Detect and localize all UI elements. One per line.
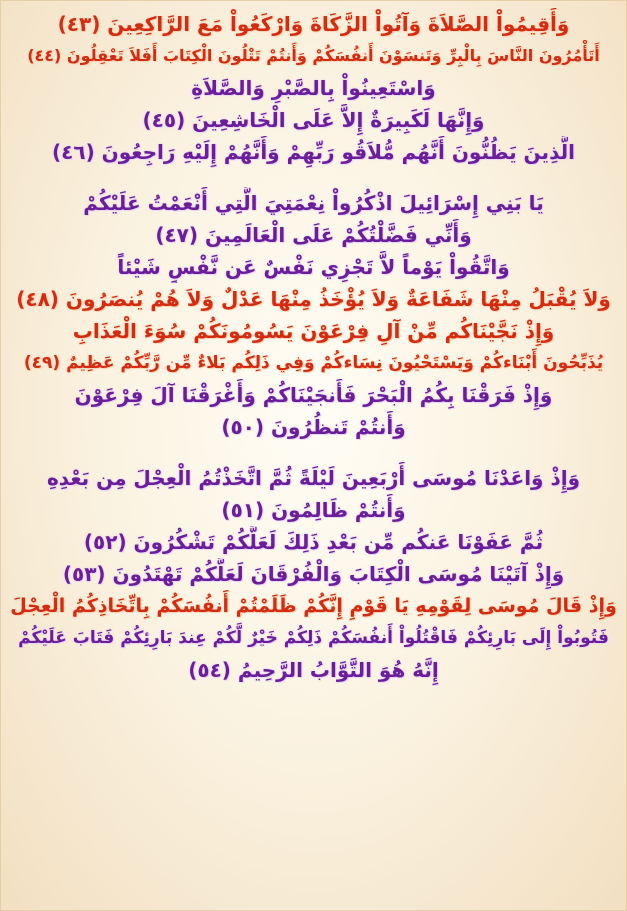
verse-45-line-2: وَإِنَّهَا لَكَبِيرَةٌ إِلاَّ عَلَى الْخَاشِعِينَ (٤٥) — [142, 108, 485, 132]
verse-47-line-1: يَا بَنِي إِسْرَائِيلَ اذْكُرُواْ نِعْمَتِيَ الَّتِي أَنْعَمْتُ عَلَيْكُمْ — [83, 191, 544, 215]
verse-44-line: أَتَأْمُرُونَ النَّاسَ بِالْبِرِّ وَتَنسَوْنَ أَنفُسَكُمْ وَأَنتُمْ تَتْلُونَ الْكِتَابَ أَفَلاَ تَعْقِلُونَ (٤٤) — [27, 46, 600, 65]
verse-49-line-2: يُذَبِّحُونَ أَبْنَاءكُمْ وَيَسْتَحْيُونَ نِسَاءكُمْ وَفِي ذَلِكُم بَلاءٌ مِّن رَّبِّكُمْ عَظِيمٌ (٤٩) — [23, 353, 604, 373]
section-spacer — [10, 443, 617, 462]
section-spacer — [10, 168, 617, 187]
verse-54-line-1: وَإِذْ قَالَ مُوسَى لِقَوْمِهِ يَا قَوْمِ إِنَّكُمْ ظَلَمْتُمْ أَنفُسَكُمْ بِاتِّخَاذِكُمُ الْعِجْلَ — [10, 595, 617, 617]
verse-45-line-1: وَاسْتَعِينُواْ بِالصَّبْرِ وَالصَّلاَةِ — [191, 76, 436, 100]
verse-52-line: ثُمَّ عَفَوْنَا عَنكُم مِّن بَعْدِ ذَلِكَ لَعَلَّكُمْ تَشْكُرُونَ (٥٢) — [83, 530, 544, 554]
verse-54-line-3: إِنَّهُ هُوَ التَّوَّابُ الرَّحِيمُ (٥٤) — [188, 658, 439, 682]
verse-43-line: وَأَقِيمُواْ الصَّلاَةَ وَآتُواْ الزَّكَاةَ وَارْكَعُواْ مَعَ الرَّاكِعِينَ (٤٣) — [57, 12, 570, 36]
verse-50-line-1: وَإِذْ فَرَقْنَا بِكُمُ الْبَحْرَ فَأَنجَيْنَاكُمْ وَأَغْرَقْنَا آلَ فِرْعَوْنَ — [74, 383, 553, 407]
verse-49-line-1: وَإِذْ نَجَّيْنَاكُم مِّنْ آلِ فِرْعَوْنَ يَسُومُونَكُمْ سُوَءَ الْعَذَابِ — [72, 319, 555, 343]
verse-48-line-1: وَاتَّقُواْ يَوْماً لاَّ تَجْزِي نَفْسٌ عَن نَّفْسٍ شَيْئاً — [117, 255, 510, 279]
verse-53-line: وَإِذْ آتَيْنَا مُوسَى الْكِتَابَ وَالْفُرْقَانَ لَعَلَّكُمْ تَهْتَدُونَ (٥٣) — [62, 562, 565, 586]
verse-51-line-2: وَأَنتُمْ ظَالِمُونَ (٥١) — [221, 498, 406, 522]
verse-54-line-2: فَتُوبُواْ إِلَى بَارِئِكُمْ فَاقْتُلُواْ أَنفُسَكُمْ ذَلِكُمْ خَيْرٌ لَّكُمْ عِندَ بَارِئِكُمْ فَتَابَ عَلَيْكُمْ — [18, 628, 609, 648]
verse-46-line: الَّذِينَ يَظُنُّونَ أَنَّهُم مُّلاَقُو رَبِّهِمْ وَأَنَّهُمْ إِلَيْهِ رَاجِعُونَ (٤٦) — [52, 140, 575, 164]
verse-47-line-2: وَأَنِّي فَضَّلْتُكُمْ عَلَى الْعَالَمِينَ (٤٧) — [155, 223, 472, 247]
verse-48-line-2: وَلاَ يُقْبَلُ مِنْهَا شَفَاعَةٌ وَلاَ يُؤْخَذُ مِنْهَا عَدْلٌ وَلاَ هُمْ يُنصَرُونَ (٤٨) — [16, 287, 611, 311]
verse-50-line-2: وَأَنتُمْ تَنظُرُونَ (٥٠) — [221, 415, 406, 439]
verse-51-line-1: وَإِذْ وَاعَدْنَا مُوسَى أَرْبَعِينَ لَيْلَةً ثُمَّ اتَّخَذْتُمُ الْعِجْلَ مِن بَعْدِهِ — [46, 466, 581, 490]
